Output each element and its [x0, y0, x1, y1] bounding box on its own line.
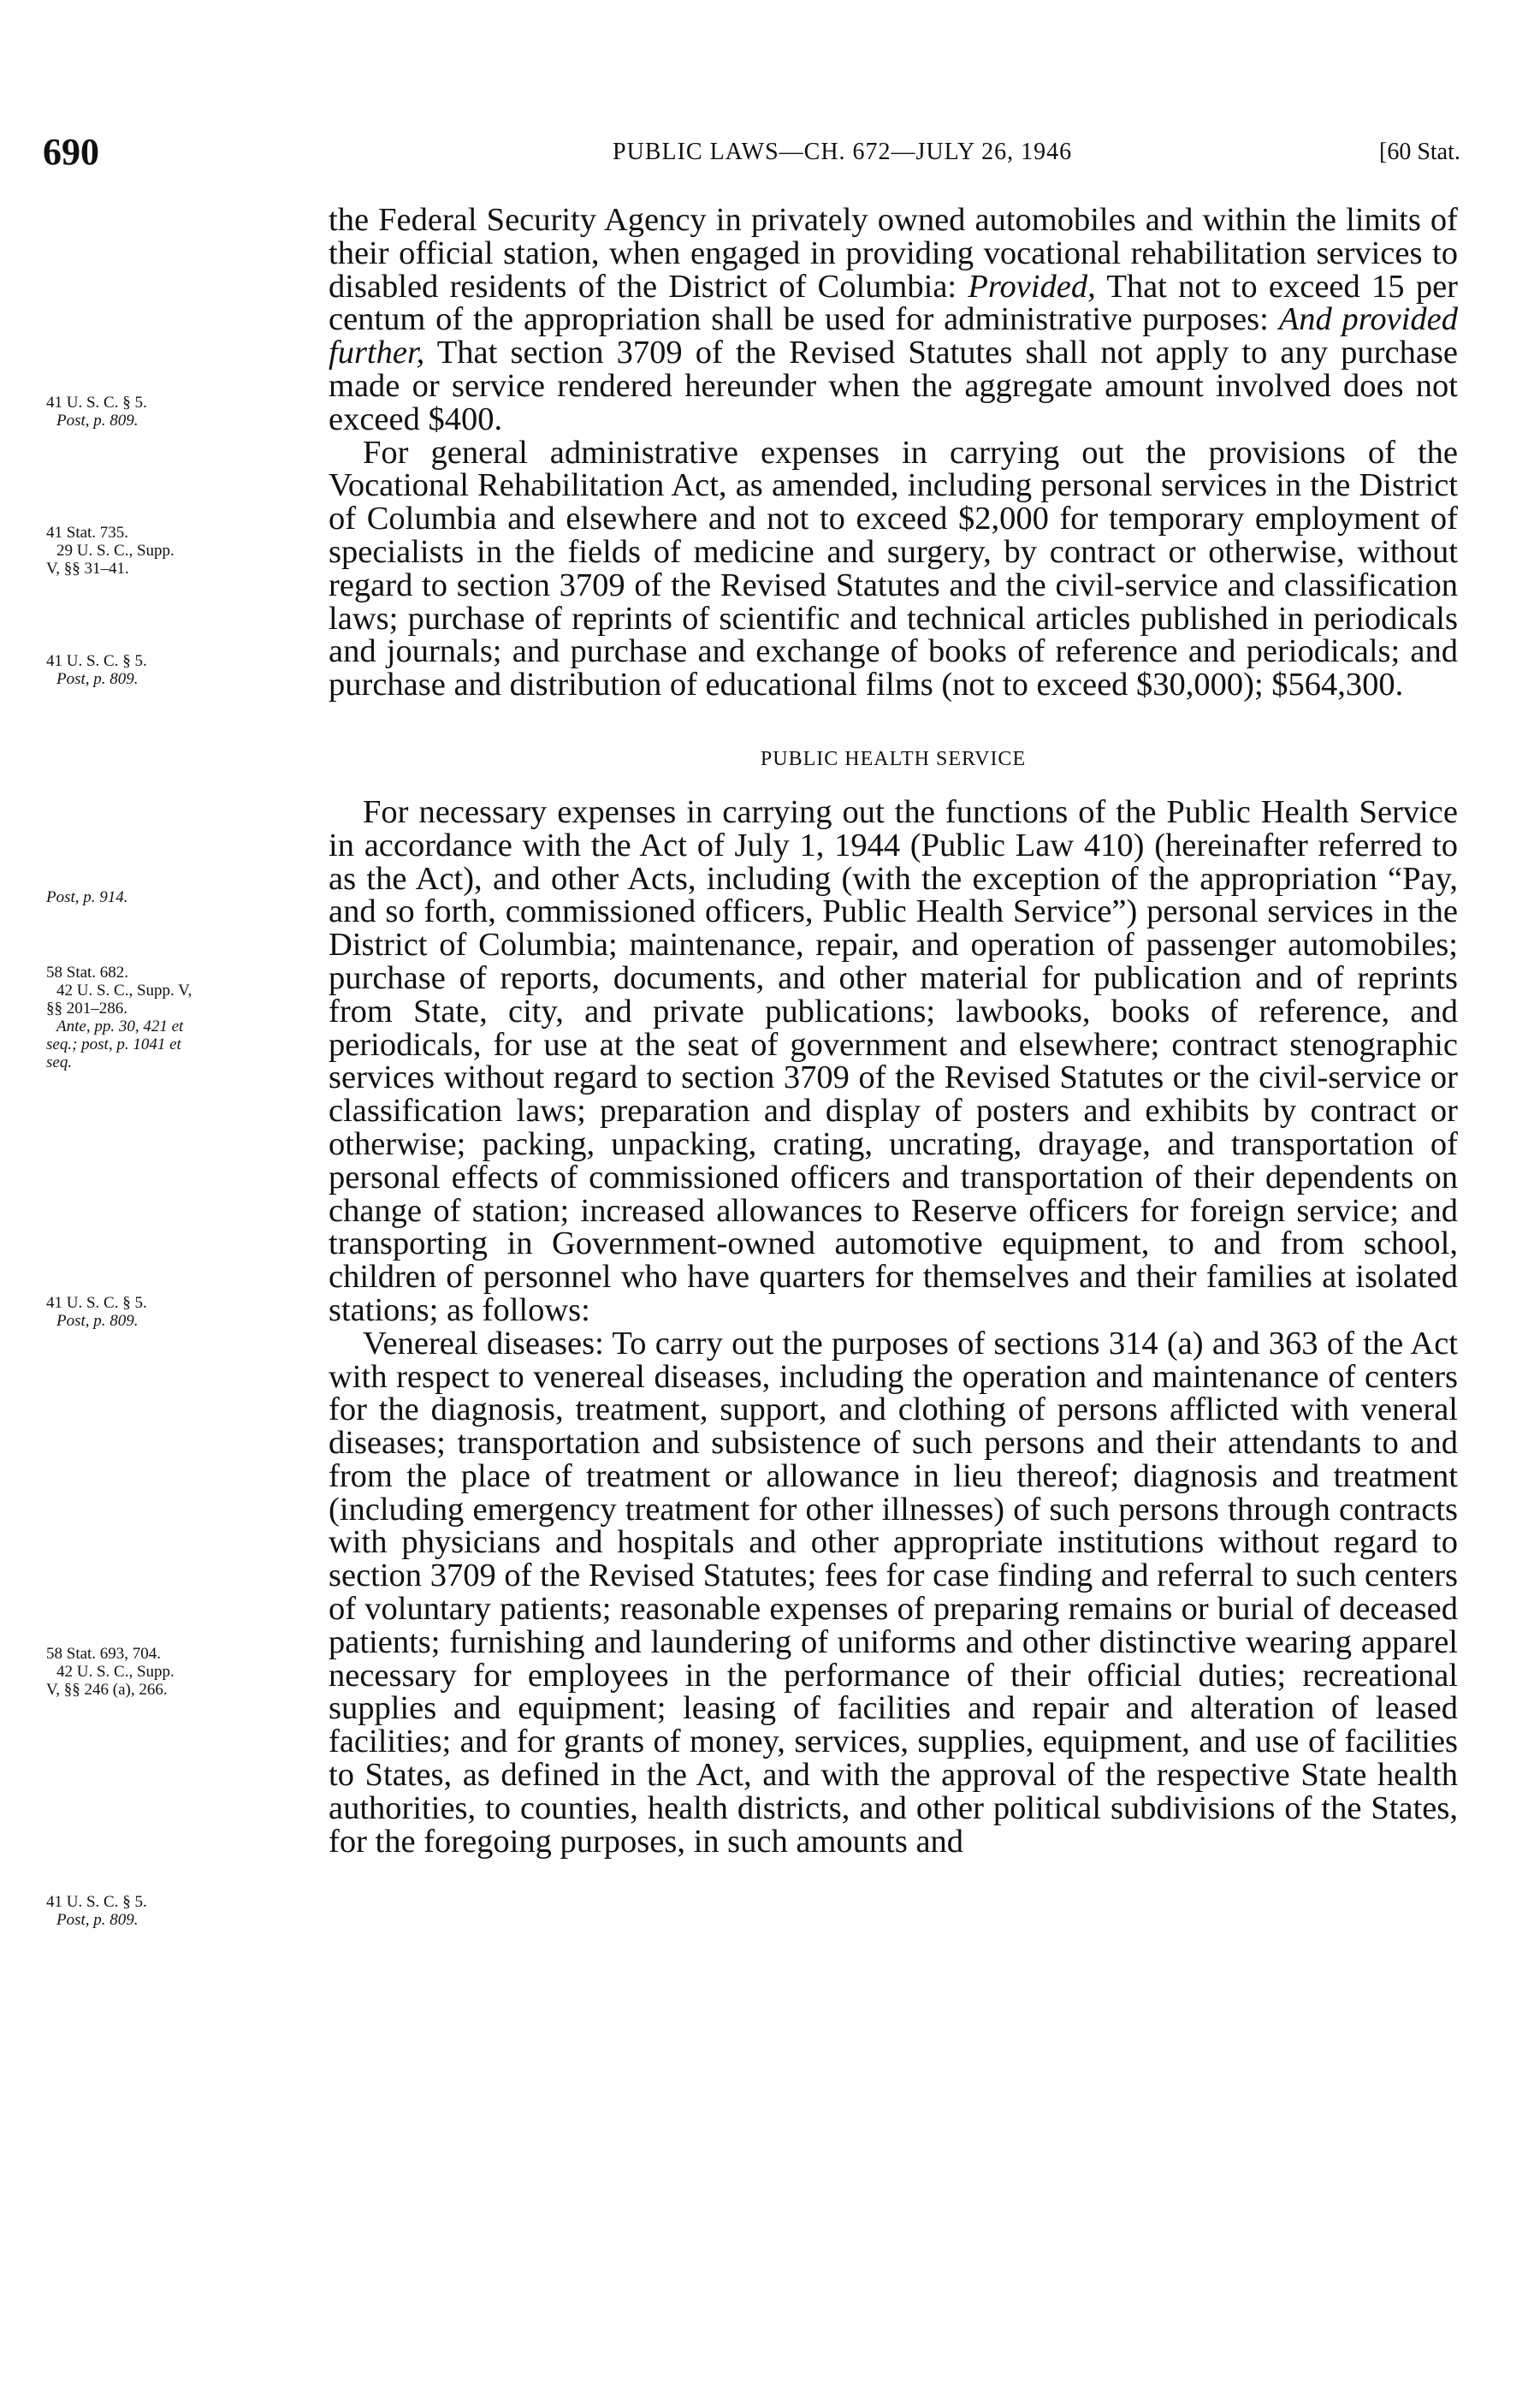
margin-note-line: §§ 201–286. — [46, 1000, 127, 1018]
running-head: PUBLIC LAWS—CH. 672—JULY 26, 1946 — [613, 139, 1073, 165]
margin-note-line: V, §§ 31–41. — [46, 560, 129, 578]
margin-note-line: 42 U. S. C., Supp. V, — [56, 982, 192, 1000]
margin-note-line: Post, p. 809. — [56, 1911, 139, 1929]
margin-note-line: seq. — [46, 1053, 73, 1071]
margin-note — [46, 1645, 303, 1699]
margin-note-line: 41 U. S. C. § 5. — [46, 394, 147, 412]
text-run: That not to exceed 15 per centum of the appropriation shall be used for administrative purposes: — [329, 268, 1458, 338]
margin-note-line: 58 Stat. 693, 704. — [46, 1645, 162, 1663]
statute-reference: [60 Stat. — [1379, 139, 1460, 165]
margin-note-line: 41 U. S. C. § 5. — [46, 1294, 147, 1312]
margin-note-line: 29 U. S. C., Supp. — [56, 542, 175, 560]
margin-note — [46, 394, 303, 430]
paragraph-public-health-service: For necessary expenses in carrying out the functions of the Public Health Service in accordance with the Act of July 1, 1944 (Public Law 410) (hereinafter referred to as the Act), and other Acts, including (with the exception of the appropriation “Pay, and so forth, commissioned officers, Public Health Service”) personal services in the District of Columbia; maintenance, repair, and operation of passenger automobiles; purchase of reports, documents, and other material for publication and of reprints from State, city, and private publications; lawbooks, books of reference, and periodicals, for use at the seat of government and elsewhere; contract stenographic services without regard to section 3709 of the Revised Statutes or the civil-service or classification laws; preparation and display of posters and exhibits by contract or otherwise; packing, unpacking, crating, uncrating, drayage, and transportation of personal effects of commissioned officers and transportation of their dependents on change of station; increased allowances to Reserve officers for foreign service; and transporting in Government-owned automotive equipment, to and from school, children of personnel who have quarters for themselves and their families at isolated stations; as follows: — [329, 793, 1458, 1328]
margin-note — [46, 1294, 303, 1330]
page-number: 690 — [43, 131, 99, 173]
margin-note-line: 41 U. S. C. § 5. — [46, 1893, 147, 1911]
italic-proviso: And provided further, — [329, 301, 1458, 371]
paragraph-administrative-expenses: For general administrative expenses in carrying out the provisions of the Vocational Rehabilitation Act, as amended, including personal services in the District of Columbia and elsewhere and not to exceed $2,000 for temporary employment of specialists in the fields of medicine and surgery, by contract or otherwise, without regard to section 3709 of the Revised Statutes and the civil-service and classification laws; purchase of reprints of scientific and technical articles published in periodicals and journals; and purchase and exchange of books of reference and periodicals; and purchase and distribution of educational films (not to exceed $30,000); $564,300. — [329, 434, 1458, 703]
margin-note-line: Post, p. 809. — [56, 1312, 139, 1330]
margin-note-line: Post, p. 809. — [56, 670, 139, 688]
margin-note-line: Post, p. 809. — [56, 412, 139, 430]
section-heading: PUBLIC HEALTH SERVICE — [760, 747, 1027, 770]
margin-note-line: V, §§ 246 (a), 266. — [46, 1681, 168, 1699]
text-run: That section 3709 of the Revised Statutes shall not apply to any purchase made or service rendered hereunder when the aggregate amount involved does not exceed $400. — [329, 335, 1458, 437]
margin-note-line: Post, p. 914. — [46, 888, 128, 906]
italic-proviso: Provided, — [968, 268, 1096, 305]
margin-note — [46, 524, 303, 578]
margin-note-line: 58 Stat. 682. — [46, 964, 129, 982]
margin-note-line: seq.; post, p. 1041 et — [46, 1035, 181, 1053]
margin-note-line: 42 U. S. C., Supp. — [56, 1663, 175, 1681]
margin-note — [46, 964, 303, 1071]
margin-note — [46, 1893, 303, 1929]
main-text-column — [329, 204, 1458, 1858]
paragraph-continued — [329, 204, 1458, 436]
margin-note — [46, 888, 303, 906]
margin-note-line: 41 Stat. 735. — [46, 524, 129, 542]
margin-note-line: Ante, pp. 30, 421 et — [56, 1018, 184, 1035]
margin-note-line: 41 U. S. C. § 5. — [46, 652, 147, 670]
paragraph-venereal-diseases: Venereal diseases: To carry out the purposes of sections 314 (a) and 363 of the Act with respect to venereal diseases, including the operation and maintenance of centers for the diagnosis, treatment, support, and clothing of persons afflicted with veneral diseases; transportation and subsistence of such persons and their attendants to and from the place of treatment or allowance in lieu thereof; diagnosis and treatment (including emergency treatment for other illnesses) of such persons through contracts with physicians and hospitals and other appropriate institutions without regard to section 3709 of the Revised Statutes; fees for case finding and referral to such centers of voluntary patients; reasonable expenses of preparing remains or burial of deceased patients; furnishing and laundering of uniforms and other distinctive wearing apparel necessary for employees in the performance of their official duties; recreational supplies and equipment; leasing of facilities and repair and alteration of leased facilities; and for grants of money, services, supplies, equipment, and use of facilities to States, as defined in the Act, and with the approval of the respective State health authorities, to counties, health districts, and other political subdivisions of the States, for the foregoing purposes, in such amounts and — [329, 1325, 1458, 1860]
text-run: the Federal Security Agency in privately owned automobiles and within the limits of their official station, when engaged in providing vocational rehabilitation services to disabled residents of the District of Columbia: — [329, 202, 1458, 305]
margin-note — [46, 652, 303, 688]
